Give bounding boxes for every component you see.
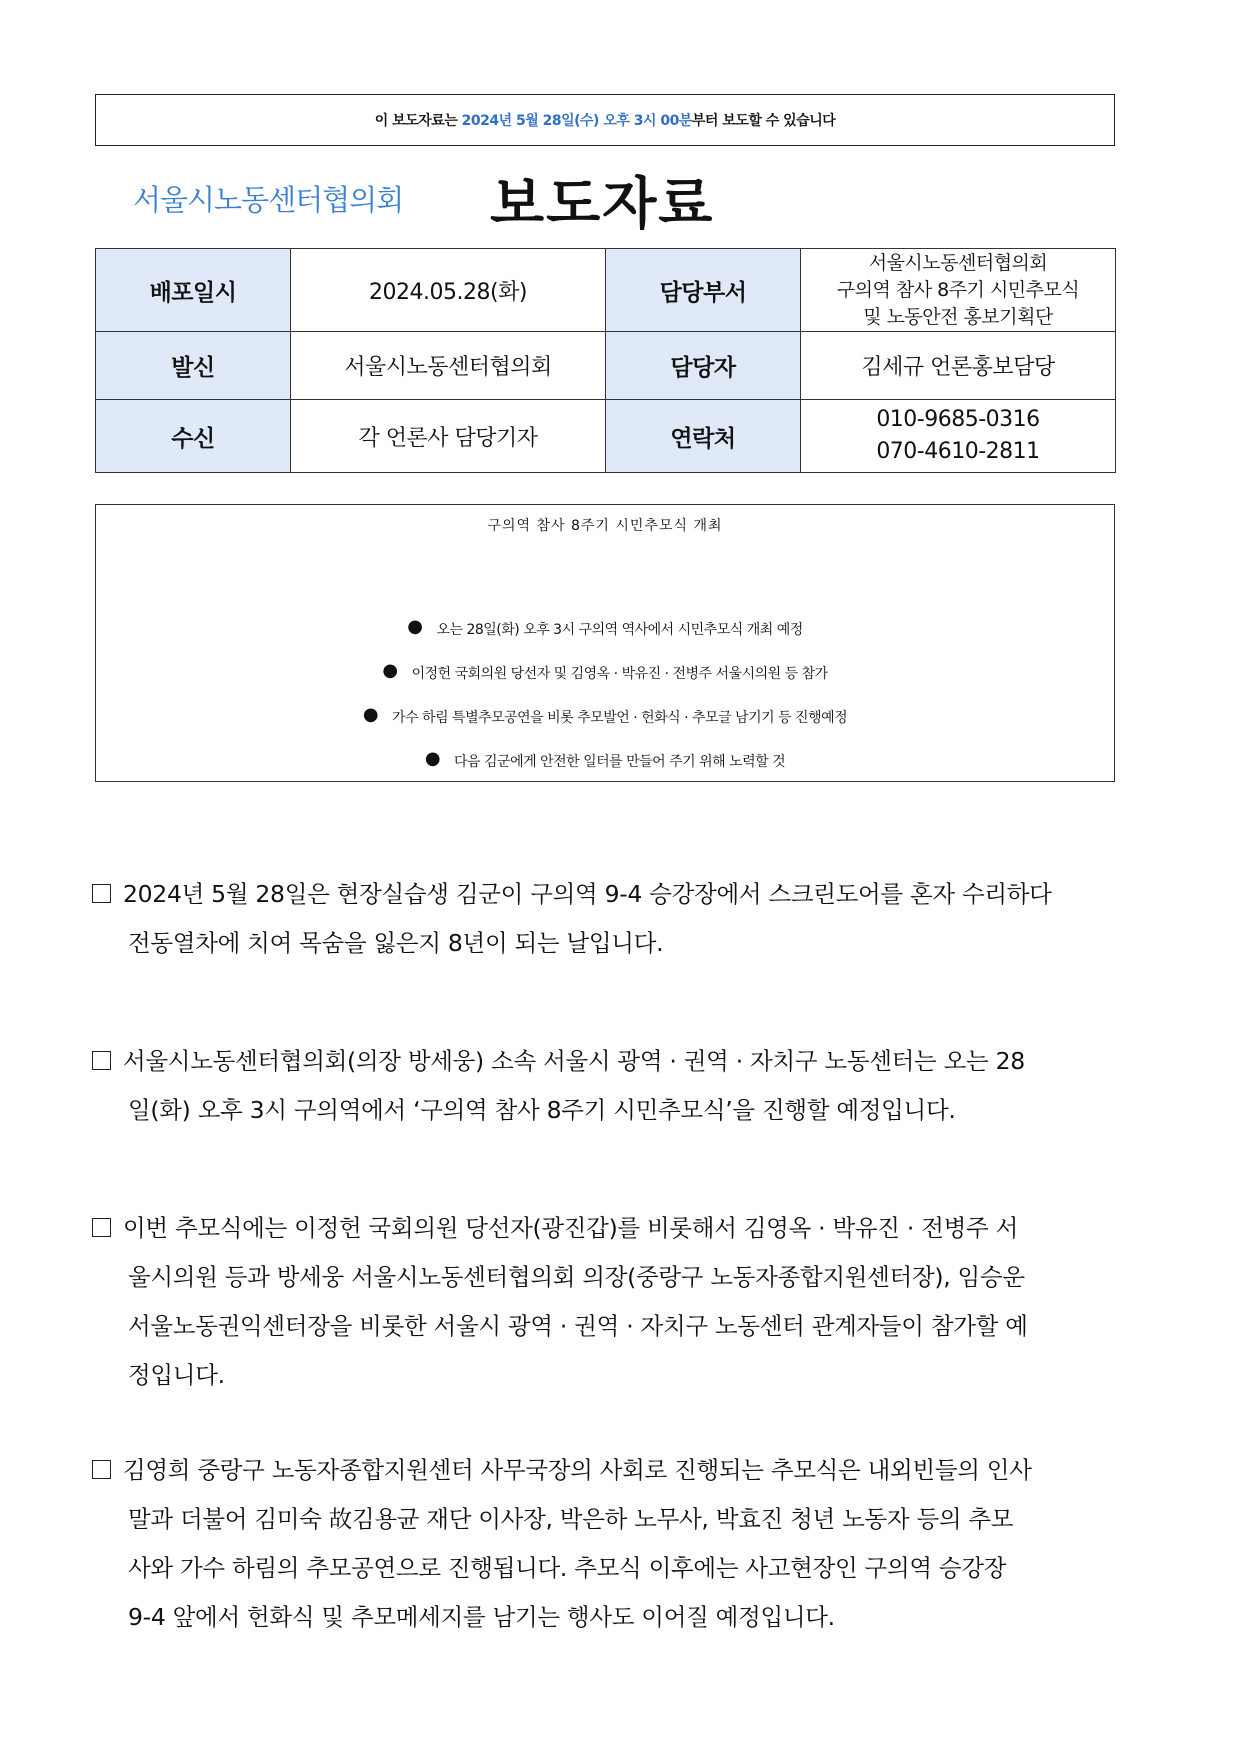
bullet-dot-icon: ● — [424, 748, 441, 769]
label-phone: 연락처 — [606, 400, 801, 473]
value-contact-person: 김세규 언론홍보담당 — [801, 332, 1116, 400]
bullet-dot-icon: ● — [382, 660, 398, 681]
release-info-table — [95, 248, 1116, 473]
paragraph-line: 서울시노동센터협의회(의장 방세웅) 소속 서울시 광역 · 권역 · 자치구 노동센터는 오는 28 — [123, 1047, 1025, 1075]
label-sender: 발신 — [96, 332, 291, 400]
label-release-date: 배포일시 — [96, 249, 291, 332]
paragraph-line: 전동열차에 치여 목숨을 잃은지 8년이 되는 날입니다. — [128, 929, 664, 957]
paragraph-line: 9-4 앞에서 헌화식 및 추모메세지를 남기는 행사도 이어질 예정입니다. — [128, 1603, 835, 1631]
body-paragraph-3 — [92, 1204, 1152, 1400]
organization-name: 서울시노동센터협의회 — [133, 183, 404, 217]
paragraph-line: 서울노동권익센터장을 비롯한 서울시 광역 · 권역 · 자치구 노동센터 관계자들이 참가할 예 — [128, 1312, 1028, 1340]
body-paragraph-2 — [92, 1037, 1152, 1135]
body-paragraph-4 — [92, 1446, 1152, 1642]
headline-bullet — [96, 649, 1114, 693]
paragraph-line: 이번 추모식에는 이정헌 국회의원 당선자(광진갑)를 비롯해서 김영옥 · 박유진 · 전병주 서 — [123, 1214, 1018, 1242]
bullet-dot-icon: ● — [407, 616, 423, 637]
value-department — [801, 249, 1116, 332]
phone-number-1: 010-9685-0316 — [876, 407, 1040, 432]
headline-bullet — [96, 693, 1114, 737]
department-line-2: 구의역 참사 8주기 시민추모식 — [836, 278, 1080, 301]
embargo-notice — [95, 94, 1115, 146]
bullet-text: 가수 하림 특별추모공연을 비롯 추모발언 · 헌화식 · 추모글 남기기 등 진행예정 — [392, 710, 848, 726]
info-row-release — [96, 249, 1116, 332]
headline-summary-box — [95, 504, 1115, 782]
value-release-date: 2024.05.28(화) — [291, 249, 606, 332]
headline-bullet-list — [96, 605, 1114, 781]
phone-number-2: 070-4610-2811 — [876, 439, 1040, 464]
paragraph-line: 사와 가수 하림의 추모공연으로 진행됩니다. 추모식 이후에는 사고현장인 구의역 승강장 — [128, 1554, 1007, 1582]
embargo-suffix: 부터 보도할 수 있습니다 — [691, 113, 836, 129]
checkbox-bullet-icon — [92, 884, 111, 903]
paragraph-line: 김영희 중랑구 노동자종합지원센터 사무국장의 사회로 진행되는 추모식은 내외빈들의 인사 — [123, 1456, 1032, 1484]
checkbox-bullet-icon — [92, 1218, 111, 1237]
label-recipient: 수신 — [96, 400, 291, 473]
department-line-3: 및 노동안전 홍보기획단 — [863, 305, 1053, 328]
headline-title: 구의역 참사 8주기 시민추모식 개최 — [487, 518, 723, 534]
embargo-datetime: 2024년 5월 28일(수) 오후 3시 00분 — [461, 113, 692, 129]
headline-bullet — [96, 737, 1114, 781]
bullet-dot-icon: ● — [362, 704, 379, 725]
value-sender: 서울시노동센터협의회 — [291, 332, 606, 400]
body-paragraph-1 — [92, 870, 1152, 968]
headline-bullet — [96, 605, 1114, 649]
bullet-text: 다음 김군에게 안전한 일터를 만들어 주기 위해 노력할 것 — [454, 754, 786, 770]
document-type-title: 보도자료 — [490, 172, 715, 237]
info-row-recipient — [96, 400, 1116, 473]
bullet-text: 이정헌 국회의원 당선자 및 김영옥 · 박유진 · 전병주 서울시의원 등 참가 — [411, 666, 828, 682]
label-contact-person: 담당자 — [606, 332, 801, 400]
paragraph-line: 정입니다. — [128, 1361, 225, 1389]
checkbox-bullet-icon — [92, 1051, 111, 1070]
info-row-sender — [96, 332, 1116, 400]
department-line-1: 서울시노동센터협의회 — [868, 251, 1048, 274]
paragraph-line: 울시의원 등과 방세웅 서울시노동센터협의회 의장(중랑구 노동자종합지원센터장), 임승운 — [128, 1263, 1025, 1291]
embargo-prefix: 이 보도자료는 — [374, 113, 462, 129]
checkbox-bullet-icon — [92, 1460, 111, 1479]
label-department: 담당부서 — [606, 249, 801, 332]
value-recipient: 각 언론사 담당기자 — [291, 400, 606, 473]
bullet-text: 오는 28일(화) 오후 3시 구의역 역사에서 시민추모식 개최 예정 — [436, 622, 803, 638]
paragraph-line: 말과 더불어 김미숙 故김용균 재단 이사장, 박은하 노무사, 박효진 청년 노동자 등의 추모 — [128, 1505, 1014, 1533]
paragraph-line: 2024년 5월 28일은 현장실습생 김군이 구의역 9-4 승강장에서 스크린도어를 혼자 수리하다 — [123, 880, 1052, 908]
value-phone — [801, 400, 1116, 473]
paragraph-line: 일(화) 오후 3시 구의역에서 ‘구의역 참사 8주기 시민추모식’을 진행할 예정입니다. — [128, 1096, 956, 1124]
